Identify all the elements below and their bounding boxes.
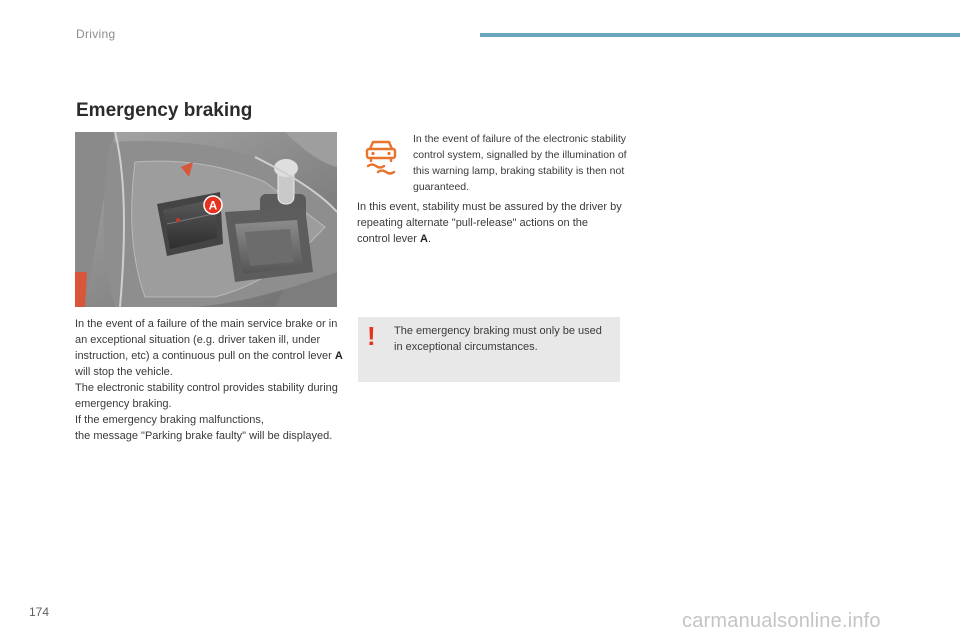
lever-ref: A [334,350,343,362]
p1-text: In the event of a failure of the main service brake or in an exceptional situation (e.g. driver taken ill, under instruction, etc) a continuous pull on the control lever [75,318,338,362]
left-column-text [75,316,345,444]
p1-text-end: will stop the vehicle. [75,366,173,378]
callout-label-a: A [208,198,218,213]
stability-warning-lamp-icon [364,137,398,177]
paragraph-2: The electronic stability control provides stability during emergency braking. [75,382,338,410]
lever-ref-right: A [419,233,428,245]
header-rule [480,33,960,37]
right-para-text: In this event, stability must be assured by the driver by repeating alternate "pull-release" actions on the control lever [357,201,622,245]
note-box [358,317,620,382]
paragraph-4: the message "Parking brake faulty" will be displayed. [75,430,333,442]
console-illustration [75,132,337,307]
watermark: carmanualsonline.info [682,610,881,632]
paragraph-3: If the emergency braking malfunctions, [75,414,264,426]
paragraph-1 [75,316,345,380]
note-text: The emergency braking must only be used in exceptional circumstances. [394,325,602,353]
section-label: Driving [76,27,116,41]
right-para-end: . [427,233,431,245]
warning-lamp-text: In the event of failure of the electronic stability control system, signalled by the illumination of this warning lamp, braking stability is then not guaranteed. [413,133,627,193]
exclamation-icon: ! [367,321,376,351]
page-number: 174 [29,605,50,619]
page-title: Emergency braking [76,100,253,121]
right-column-text [357,199,622,247]
